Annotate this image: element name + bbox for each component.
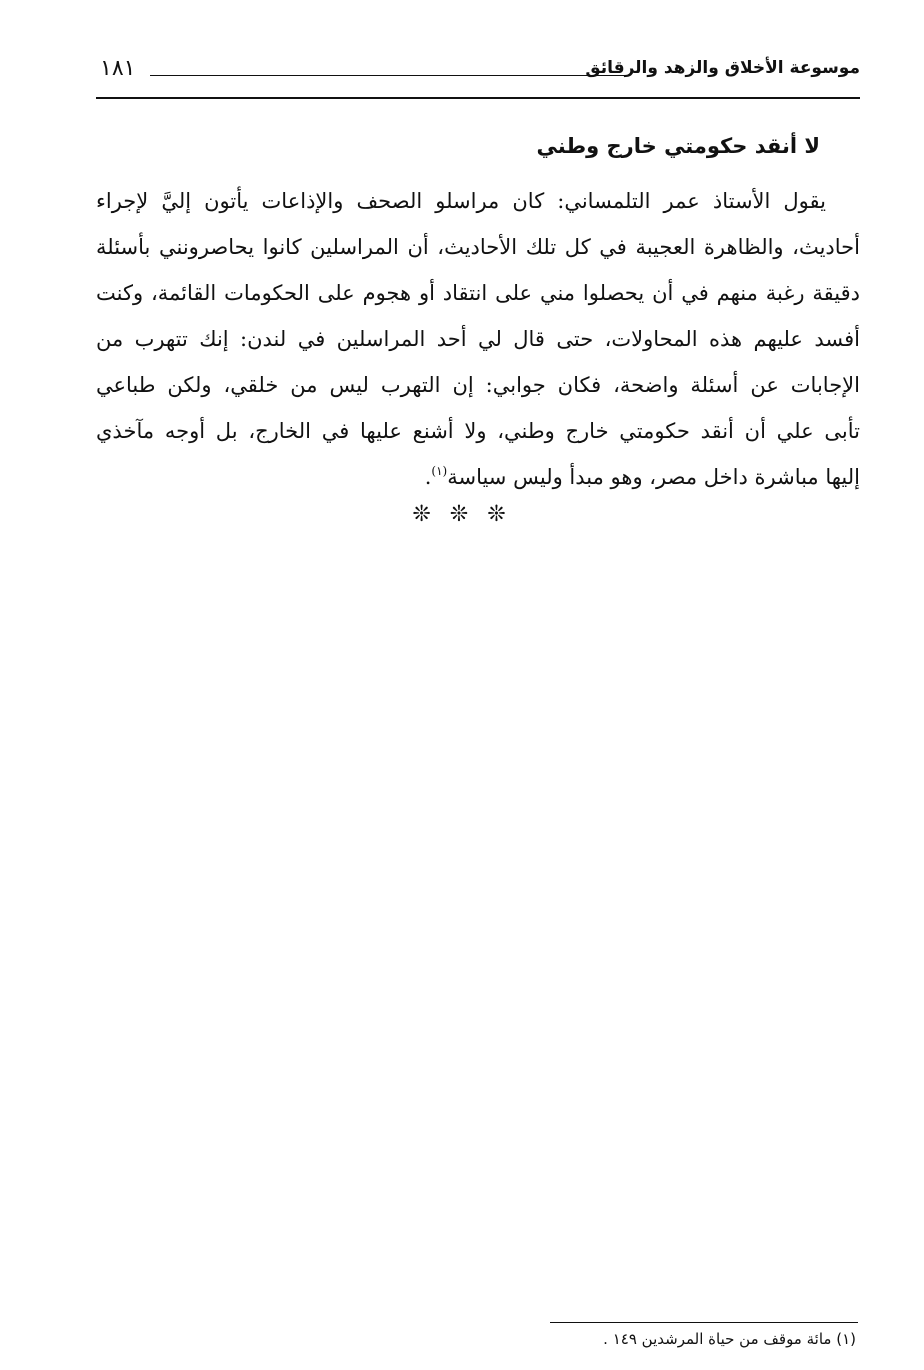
paragraph-line: يقول الأستاذ عمر التلمساني: كان مراسلو الصحف والإذاعات يأتون إليَّ لإجراء: [96, 189, 826, 213]
paragraph-line: دقيقة رغبة منهم في أن يحصلوا مني على انتقاد أو هجوم على الحكومات القائمة، وكنت: [96, 281, 860, 305]
paragraph-line: الإجابات عن أسئلة واضحة، فكان جوابي: إن التهرب ليس من خلقي، ولكن طباعي: [96, 373, 860, 397]
paragraph-line: تأبى علي أن أنقد حكومتي خارج وطني، ولا أشنع عليها في الخارج، بل أوجه مآخذي: [96, 419, 860, 443]
paragraph-line: أحاديث، والظاهرة العجيبة في كل تلك الأحاديث، أن المراسلين كانوا يحاصرونني بأسئلة: [96, 235, 860, 259]
footnote-text: مائة موقف من حياة المرشدين ١٤٩ .: [603, 1330, 832, 1348]
paragraph-line-text: إليها مباشرة داخل مصر، وهو مبدأ وليس سياسة: [447, 465, 860, 489]
header-rule: [96, 97, 860, 99]
header-dash-line: [150, 75, 624, 76]
section-heading: لا أنقد حكومتي خارج وطني: [536, 134, 820, 158]
footnote-1: [603, 1330, 856, 1348]
paragraph-line: أفسد عليهم هذه المحاولات، حتى قال لي أحد المراسلين في لندن: إنك تتهرب من: [96, 327, 860, 351]
body-paragraph: [96, 178, 860, 500]
footnote-rule: [550, 1322, 858, 1323]
running-header: [96, 56, 860, 96]
footnote-marker: (١): [836, 1330, 856, 1348]
footnote-reference[interactable]: (١): [431, 464, 448, 478]
header-title: موسوعة الأخلاق والزهد والرقائق: [585, 58, 860, 78]
section-separator: ❊ ❊ ❊: [412, 502, 512, 527]
paragraph-line-last: [96, 454, 860, 500]
end-period: .: [424, 465, 432, 489]
page-number: ١٨١: [100, 56, 136, 81]
